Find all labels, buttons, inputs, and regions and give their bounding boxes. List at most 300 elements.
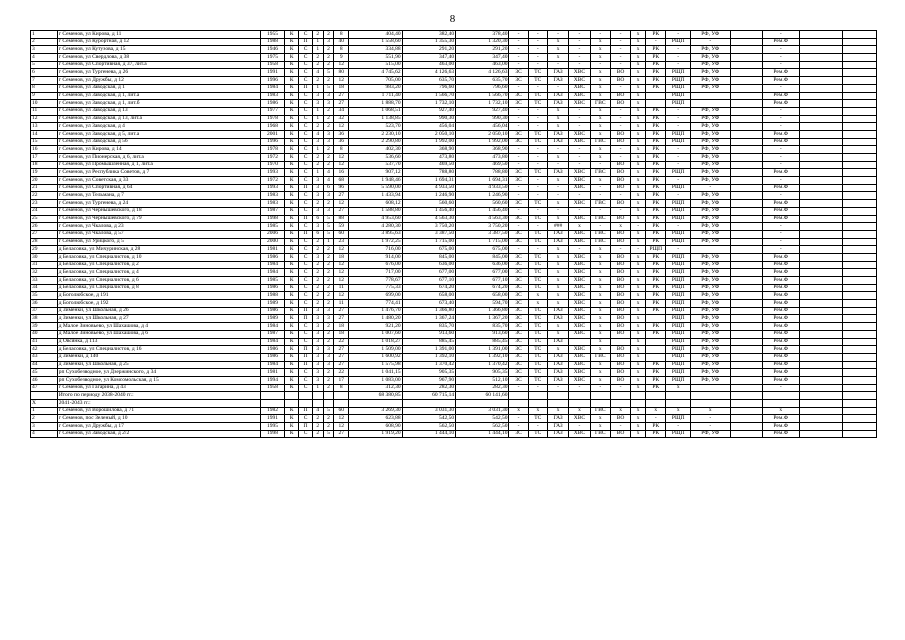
table-cell: РФ, УФ [691,115,731,123]
table-cell: 3 [323,130,334,138]
table-cell: 3 [312,177,323,185]
table-cell: - [509,246,528,254]
table-cell [842,307,876,315]
table-cell [646,92,666,100]
table-cell: 80 [334,69,349,77]
table-cell [730,376,762,384]
table-cell: - [762,123,799,131]
table-cell: ГАЗ [547,130,568,138]
table-cell: 8 [334,31,349,39]
table-row [31,223,877,231]
table-cell: 1 083,00 [349,376,402,384]
table-cell [842,161,876,169]
table-cell: 1984 [260,338,285,346]
table-row [31,200,877,208]
table-cell: 2 [312,31,323,39]
table-cell: 12 [334,77,349,85]
table-cell: - [509,31,528,39]
table-cell [646,400,666,408]
table-cell: х [590,115,610,123]
table-cell: ГАЗ [547,77,568,85]
table-cell: - [762,230,799,238]
table-cell: 1981 [260,246,285,254]
table-cell: К [285,84,299,92]
table-cell: 27 [334,192,349,200]
table-cell: ВО [610,177,630,185]
table-cell [842,138,876,146]
table-cell: ТС [528,415,547,423]
table-cell: - [528,192,547,200]
table-cell: РФ, УФ [691,207,731,215]
table-cell: К [285,31,299,39]
table-cell: - [509,146,528,154]
table-cell: РЩП [666,230,691,238]
table-cell: ТС [528,353,547,361]
table-cell: 673,40 [402,300,455,308]
table-cell: х [547,54,568,62]
table-cell: Рем.Ф [762,338,799,346]
table-cell: 26 [31,223,58,231]
table-cell: 4 [312,69,323,77]
table-cell: РЩП [646,246,666,254]
table-cell: ГВС [590,407,610,415]
table-cell: ХВС [569,130,590,138]
table-cell: 905,35 [402,369,455,377]
table-cell: - [528,84,547,92]
table-cell: 347,40 [402,54,455,62]
table-cell: х [631,154,646,162]
table-cell: ВО [610,200,630,208]
table-cell: г Семенов, ул Урицкого, д 5 [57,238,260,246]
table-cell: РЩП [666,330,691,338]
table-cell: П [299,307,313,315]
table-cell: 914,00 [349,253,402,261]
table-cell: К [285,192,299,200]
table-row [31,92,877,100]
table-cell: К [285,330,299,338]
table-cell: ГАЗ [547,169,568,177]
table-cell: 282,30 [402,384,455,392]
table-cell [842,284,876,292]
table-cell: РФ, УФ [691,130,731,138]
table-cell: 1994 [260,376,285,384]
table-cell [631,392,646,400]
table-cell: - [509,384,528,392]
table-cell: ХВС [569,200,590,208]
table-cell: х [590,423,610,431]
table-cell: 845,00 [456,253,509,261]
housing-table [30,30,877,438]
table-cell: РФ, УФ [691,61,731,69]
table-cell: 2006 [260,230,285,238]
table-row [31,376,877,384]
table-cell: ТС [528,100,547,108]
table-cell [730,353,762,361]
table-cell: РФ, УФ [691,284,731,292]
table-cell: 1 366,80 [402,307,455,315]
table-cell: РФ, УФ [691,192,731,200]
table-cell: 3 387,50 [402,230,455,238]
table-cell: г Семенов, ул Чкалова, д 23 [57,223,260,231]
table-cell: С [299,154,313,162]
table-cell [842,415,876,423]
table-cell: х [547,277,568,285]
table-cell: РК [646,369,666,377]
table-cell: РФ, УФ [691,338,731,346]
table-row [31,84,877,92]
table-cell: х [590,346,610,354]
table-cell: 796,60 [402,84,455,92]
table-cell: - [610,154,630,162]
table-cell: К [285,61,299,69]
table-cell: РК [646,107,666,115]
table-cell: ХВС [569,292,590,300]
table-cell: 675,00 [456,246,509,254]
table-cell: 368,90 [456,146,509,154]
table-cell [842,46,876,54]
table-cell: РК [646,261,666,269]
table-cell [509,392,528,400]
table-cell: ГАЗ [547,230,568,238]
table-cell [842,423,876,431]
table-cell [285,400,299,408]
table-cell: 3 [31,46,58,54]
table-cell [730,246,762,254]
table-cell: - [666,146,691,154]
table-cell: 8 [31,84,58,92]
table-cell: ЗС [509,346,528,354]
table-cell: 3 [323,138,334,146]
table-cell: РФ, УФ [691,330,731,338]
table-cell: - [569,246,590,254]
table-cell [799,61,842,69]
table-cell: РФ, УФ [691,177,731,185]
table-cell: 1984 [260,269,285,277]
table-cell: 4 [312,130,323,138]
table-cell: Рем.Ф [762,253,799,261]
table-cell: 19 [31,169,58,177]
table-cell: г Семенов, ул Тельмана, д 7 [57,192,260,200]
table-cell: - [610,123,630,131]
table-cell: - [528,46,547,54]
table-cell: 5 [323,215,334,223]
table-cell: 2 [323,369,334,377]
table-cell: х [547,284,568,292]
table-cell [799,92,842,100]
table-cell: ВО [610,215,630,223]
table-cell: ГАЗ [547,92,568,100]
table-cell: 677,10 [402,277,455,285]
table-cell: - [762,238,799,246]
table-cell [799,154,842,162]
table-cell: 551,90 [349,54,402,62]
table-cell: С [299,54,313,62]
table-cell: К [285,107,299,115]
table-cell: РФ, УФ [691,323,731,331]
table-cell: К [285,123,299,131]
table-cell: РЩП [666,215,691,223]
table-cell: ВО [610,430,630,438]
table-cell: 658,00 [402,292,455,300]
table-cell: 921,20 [349,323,402,331]
table-cell: Рем.Ф [762,269,799,277]
table-cell: РФ, УФ [691,361,731,369]
table-cell [334,392,349,400]
table-cell [799,323,842,331]
table-cell: 885,45 [456,338,509,346]
table-cell: 12 [334,261,349,269]
table-cell: 23 [31,200,58,208]
table-cell: - [569,54,590,62]
table-cell: - [569,107,590,115]
table-cell: 2 [323,54,334,62]
table-cell: г Семенов, ул Советская, д 33 [57,177,260,185]
table-cell: РК [646,169,666,177]
table-cell: - [610,146,630,154]
table-cell: - [762,107,799,115]
table-cell: 312,30 [349,384,402,392]
table-cell: 1 694,31 [456,177,509,185]
table-cell: 1988 [260,292,285,300]
table-cell: 990,30 [402,115,455,123]
table-cell: 5 [31,61,58,69]
table-cell: - [528,246,547,254]
table-cell: 2 [312,269,323,277]
table-cell: - [569,123,590,131]
table-cell [730,54,762,62]
table-cell [842,84,876,92]
table-cell [799,253,842,261]
table-cell: - [691,38,731,46]
table-cell [799,423,842,431]
table-row [31,100,877,108]
table-cell: 1 948,46 [349,177,402,185]
table-cell [730,407,762,415]
table-cell: 3 [323,100,334,108]
table-cell: РЩП [666,277,691,285]
table-cell: г Семенов, ул Спортивная, д 64 [57,184,260,192]
table-cell: х [610,223,630,231]
table-cell: Рем.Ф [762,138,799,146]
table-cell [842,38,876,46]
table-cell: 2 [323,300,334,308]
table-cell: 1984 [260,323,285,331]
table-cell: х [762,407,799,415]
table-cell [799,353,842,361]
table-cell: 10 [31,100,58,108]
table-cell: 12 [334,423,349,431]
table-cell: 1977 [260,107,285,115]
table-cell: 1 [312,107,323,115]
table-cell [799,338,842,346]
table-cell: г Семенов, ул Тургенева, д 24 [57,200,260,208]
table-cell: ЗС [509,353,528,361]
table-cell: х [631,92,646,100]
table-cell [730,38,762,46]
table-cell: К [285,407,299,415]
table-cell: г Семенов, ул Заводская, д 1, лит.б [57,100,260,108]
table-cell [799,84,842,92]
table-cell: 1986 [260,100,285,108]
table-cell: ГВС [590,215,610,223]
table-cell: 37 [31,307,58,315]
table-cell: - [666,123,691,131]
table-cell: ГАЗ [547,315,568,323]
table-row [31,192,877,200]
table-cell: К [285,423,299,431]
table-cell: г Семенов, ул Заводская, д 13 [57,107,260,115]
table-cell: РФ, УФ [691,107,731,115]
table-cell [730,277,762,285]
table-cell: - [528,207,547,215]
table-cell: РК [646,177,666,185]
table-cell: х [528,292,547,300]
table-cell: 717,00 [349,269,402,277]
table-cell: 456,04 [456,123,509,131]
table-cell: ТС [528,130,547,138]
table-row [31,315,877,323]
table-cell: РК [646,207,666,215]
table-cell: 1 456,40 [456,207,509,215]
table-row [31,292,877,300]
table-cell: С [299,369,313,377]
table-cell [799,130,842,138]
table-cell: - [762,146,799,154]
table-cell: ГАЗ [547,100,568,108]
table-cell: д Зименки, ул Школьная, д 25 [57,361,260,369]
table-cell: ХВС [569,177,590,185]
table-cell: 3 750,20 [402,223,455,231]
table-cell: х [610,407,630,415]
table-cell: - [610,246,630,254]
table-cell [646,392,666,400]
table-cell: 1 [31,407,58,415]
table-cell: 17 [334,376,349,384]
table-cell [842,130,876,138]
table-cell: - [610,46,630,54]
table-cell: К [285,200,299,208]
table-cell: рп Сухобезводное, ул Комсомольская, д 15 [57,376,260,384]
table-cell: х [590,253,610,261]
table-cell: 8 [334,46,349,54]
table-cell [691,246,731,254]
table-cell: Рем.Ф [762,100,799,108]
table-cell: 2 [323,330,334,338]
table-cell: РЩП [666,84,691,92]
table-cell [842,146,876,154]
table-cell: 560,60 [456,200,509,208]
table-cell [799,284,842,292]
table-cell: К [285,230,299,238]
table-cell [842,338,876,346]
table-cell: 18 [334,323,349,331]
table-cell: РК [646,84,666,92]
table-cell: х [631,107,646,115]
table-cell [799,415,842,423]
table-cell: г Семенов, ул Кирова, д 11 [57,31,260,39]
table-cell: 1981 [260,369,285,377]
table-cell: 4 933,50 [456,184,509,192]
table-cell: Рем.Ф [762,284,799,292]
table-cell: 1 392,10 [402,353,455,361]
table-cell: РК [646,384,666,392]
table-cell: 775,33 [349,284,402,292]
table-cell: х [631,84,646,92]
table-cell: х [590,154,610,162]
table-cell: ГВС [590,353,610,361]
table-cell: х [547,107,568,115]
table-cell: - [590,161,610,169]
table-cell: К [285,130,299,138]
table-cell: 404,40 [349,31,402,39]
table-cell [730,154,762,162]
table-cell: 3 750,20 [456,223,509,231]
table-cell: С [299,146,313,154]
table-cell: 1989 [260,300,285,308]
table-cell: 3 [312,207,323,215]
table-cell [799,177,842,185]
table-cell: К [285,207,299,215]
table-cell: 1 246,90 [402,192,455,200]
table-cell: 347,40 [456,54,509,62]
table-cell: 913,60 [456,330,509,338]
table-cell: ХВС [569,361,590,369]
table-cell [730,77,762,85]
table-cell: Рем.Ф [762,169,799,177]
table-cell: ГВС [590,200,610,208]
table-cell [666,400,691,408]
table-cell: 3 031,30 [456,407,509,415]
table-cell: 12 [334,277,349,285]
table-cell: х [631,361,646,369]
table-cell [334,400,349,408]
table-cell: 1970 [260,161,285,169]
table-cell: К [285,361,299,369]
table-cell: 3 269,30 [349,407,402,415]
table-cell: 12 [334,200,349,208]
table-cell: ВО [610,138,630,146]
table-cell: - [509,223,528,231]
table-cell: РК [646,230,666,238]
table-cell: - [762,177,799,185]
table-cell [730,323,762,331]
table-cell: РФ, УФ [691,31,731,39]
table-cell: - [569,115,590,123]
table-cell: К [285,223,299,231]
table-cell [799,184,842,192]
table-cell: х [590,123,610,131]
table-cell: ХВС [569,369,590,377]
table-cell [646,315,666,323]
table-cell: г Семенов, ул Дружбы, д 17 [57,423,260,431]
table-cell: ВО [610,253,630,261]
table-cell: - [762,246,799,254]
table-cell: ХВС [569,315,590,323]
table-cell: П [299,84,313,92]
table-cell: ВО [610,307,630,315]
table-cell: П [299,423,313,431]
table-cell: 12 [334,269,349,277]
table-cell: К [285,338,299,346]
table-cell: 4 [312,407,323,415]
table-cell: 636,00 [402,261,455,269]
table-cell: г Семенов, ул Свердлова, д 38 [57,54,260,62]
table-cell: 378,40 [456,31,509,39]
table-cell: 3 [312,138,323,146]
table-cell: К [285,346,299,354]
table-cell: ХВС [569,277,590,285]
table-cell: - [762,161,799,169]
